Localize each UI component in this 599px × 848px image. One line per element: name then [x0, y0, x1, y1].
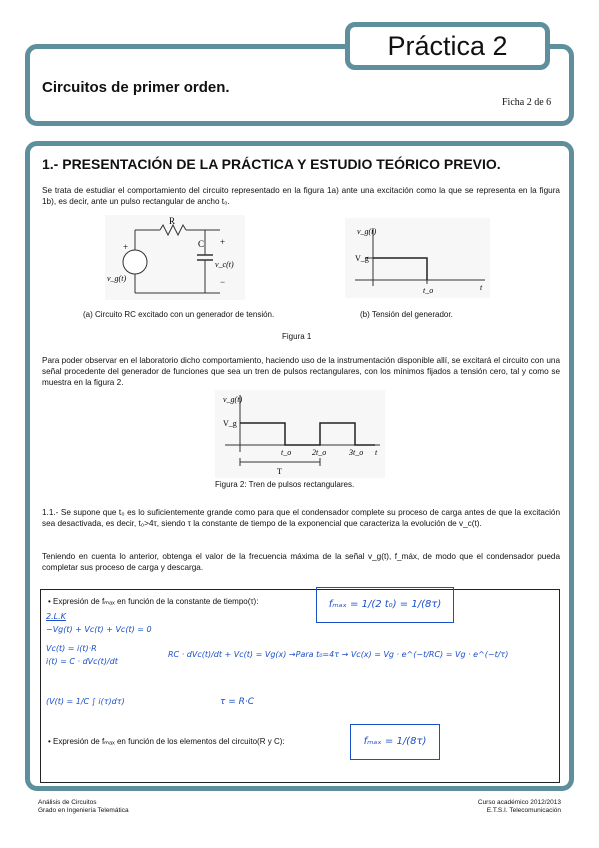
- answer-fmax-tau: fₘₐₓ = 1/(2 t₀) = 1/(8τ): [316, 587, 454, 623]
- paragraph-4: Teniendo en cuenta lo anterior, obtenga el valor de la frecuencia máxima de la señal v_g(t), f_máx, de modo que el condensador pueda completar sus proceso de carga y descarga.: [42, 552, 560, 572]
- paragraph-2: Para poder observar en el laboratorio dicho comportamiento, haciendo uso de la instrumentación disponible allí, se excitará el circuito con una señal procedente del generador de funciones que sea un tren de pulsos rectangulares, con los mínimos fijados a tensión cero, tal y como se muestra en la figura 2.: [42, 356, 560, 387]
- label-b-vg: v_g(t): [357, 227, 377, 236]
- generator-voltage-figure: [345, 218, 490, 298]
- label-minus: −: [220, 277, 226, 287]
- footer-subject: Análisis de Circuitos: [38, 799, 97, 806]
- intro-paragraph: Se trata de estudiar el comportamiento del circuito representado en la figura 1a) ante una excitación como la que se representa en la figura 1b), es decir, ante un pulso rectangular de ancho t₀.: [42, 186, 560, 206]
- label-fig2-Vg: V_g: [223, 419, 237, 428]
- hw-rc-equation: RC · dVc(t)/dt + Vc(t) = Vg(x) →Para t₀=4τ → Vc(x) = Vg · e^(−t/RC) = Vg · e^(−t/τ): [168, 650, 509, 659]
- practice-tab: [345, 22, 550, 70]
- caption-figure-1b: (b) Tensión del generador.: [360, 310, 453, 319]
- caption-figure-2: Figura 2: Tren de pulsos rectangulares.: [215, 480, 355, 489]
- caption-figure-1a: (a) Circuito RC excitado con un generador de tensión.: [83, 310, 275, 319]
- page-counter: Ficha 2 de 6: [502, 97, 552, 108]
- hw-lk-equation: −Vg(t) + Vc(t) + Vc(t) = 0: [46, 625, 152, 634]
- label-vg: v_g(t): [107, 274, 127, 283]
- page-title: Circuitos de primer orden.: [42, 79, 230, 96]
- bullet-rc: • Expresión de fₘₐₓ en función de los elementos del circuito(R y C):: [48, 737, 285, 746]
- paragraph-3: 1.1.- Se supone que t₀ es lo suficientemente grande como para que el condensador complete su proceso de carga antes de que la excitación sea desactivada, es decir, t₀>4τ, siendo τ la constante de tiempo de la exponencial que caracteriza la evolución de v_c(t).: [42, 508, 560, 528]
- label-vc: v_c(t): [215, 260, 234, 269]
- hw-system-1: Vc(t) = i(t)·R: [46, 644, 97, 653]
- pulse-train-figure: [215, 390, 385, 478]
- label-fig2-3t0: 3t_o: [349, 448, 364, 457]
- footer-course: Curso académico 2012/2013: [477, 799, 561, 806]
- answer-box: [40, 589, 560, 783]
- label-plus-source: +: [123, 242, 129, 252]
- label-fig2-2t0: 2t_o: [312, 448, 327, 457]
- hw-tau-rc: τ = R·C: [220, 697, 255, 707]
- footer-school: E.T.S.I. Telecomunicación: [486, 807, 561, 814]
- footer-degree: Grado en Ingeniería Telemática: [38, 807, 129, 814]
- label-fig2-t0: t_o: [281, 448, 292, 457]
- hw-system-2: i(t) = C · dVc(t)/dt: [46, 657, 118, 666]
- caption-figure-1: Figura 1: [282, 332, 312, 341]
- hw-integral: (V(t) = 1/C ∫ i(τ)dτ): [46, 697, 125, 706]
- label-R: R: [169, 216, 176, 226]
- section-title: 1.- PRESENTACIÓN DE LA PRÁCTICA Y ESTUDIO TEÓRICO PREVIO.: [42, 156, 501, 172]
- label-fig2-t: t: [375, 448, 378, 457]
- answer-fmax-rc: fₘₐₓ = 1/(8τ): [350, 724, 440, 760]
- label-plus-cap: +: [220, 237, 226, 247]
- bullet-tau: • Expresión de fₘₐₓ en función de la constante de tiempo(τ):: [48, 597, 259, 606]
- label-b-Vg: V_g: [355, 254, 369, 263]
- label-C: C: [198, 239, 205, 249]
- footer-right: [478, 799, 561, 815]
- footer-left: [38, 799, 129, 815]
- hw-lk-title: 2.L.K: [46, 612, 66, 621]
- rc-circuit-figure: [105, 215, 245, 300]
- label-b-t: t: [480, 283, 483, 292]
- practice-title: Práctica 2: [387, 31, 508, 61]
- label-b-t0: t_o: [423, 286, 434, 295]
- label-fig2-vg: v_g(t): [223, 395, 243, 404]
- label-fig2-T: T: [277, 467, 282, 476]
